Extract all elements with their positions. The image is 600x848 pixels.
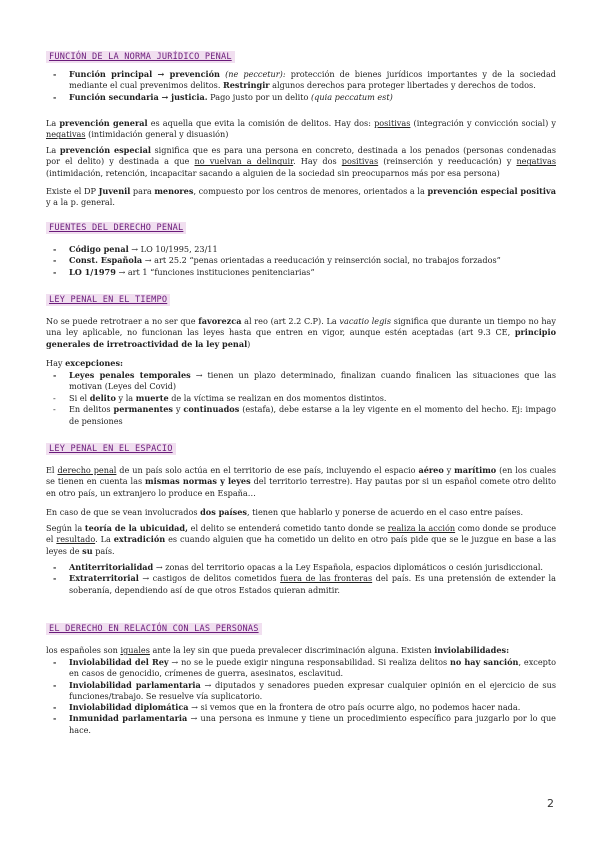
bullet-funcion-secundaria: - Función secundaria → justicia. Pago justo por un delito (quia peccatum est) bbox=[53, 91, 393, 102]
paragraph-ubicuidad: Según la teoría de la ubicuidad, el delito se entenderá cometido tanto donde se realiza la acción como donde se produce el resultado. La extradición es cuando alguien que ha cometido un delito en otro país pide que se le juzgue en base a las leyes de su país. bbox=[46, 523, 557, 556]
paragraph-prevencion-general: La prevención general es aquella que evita la comisión de delitos. Hay dos: positivas (integración y convicción social) y negativas (intimidación general y disuasión) bbox=[46, 118, 556, 140]
section-title-funcion: FUNCIÓN DE LA NORMA JURÍDICO PENAL bbox=[46, 51, 235, 63]
bullet-lo-1979: - LO 1/1979 → art 1 “funciones instituciones penitenciarias” bbox=[53, 266, 315, 277]
bullet-constitucion: - Const. Española → art 25.2 “penas orientadas a reeducación y reinserción social, no trabajos forzados” bbox=[53, 255, 501, 266]
bullets-funcion bbox=[46, 69, 556, 103]
bullet-funcion-principal: - Función principal → prevención (ne peccetur): protección de bienes jurídicos importantes y de la sociedad mediante el cual prevenimos delitos. Restringir algunos derechos para proteger libertades y derechos de todos. bbox=[53, 69, 556, 91]
bullet-inviolabilidad-diplomatica: - Inviolabilidad diplomática → si vemos que en la frontera de otro país ocurre algo, no podemos hacer nada. bbox=[53, 702, 521, 713]
section-title-personas: EL DERECHO EN RELACIÓN CON LAS PERSONAS bbox=[46, 623, 262, 635]
bullet-inmunidad-parlamentaria: - Inmunidad parlamentaria → una persona es inmune y tiene un procedimiento específico para juzgarlo por lo que hace. bbox=[53, 713, 556, 735]
section-title-espacio: LEY PENAL EN EL ESPACIO bbox=[46, 443, 176, 455]
bullet-codigo-penal: - Código penal → LO 10/1995, 23/11 bbox=[53, 244, 218, 254]
bullets-fuentes bbox=[46, 244, 556, 278]
bullets-espacio bbox=[46, 562, 556, 596]
paragraph-excepciones: Hay excepciones: bbox=[46, 358, 124, 368]
paragraph-territorio: El derecho penal de un país solo actúa en el territorio de ese país, incluyendo el espacio aéreo y marítimo (en los cuales se tienen en cuenta las mismas normas y leyes del territorio terrestre). Hay pautas por si un español comete otro delito en otro país, un extranjero lo produce en España… bbox=[46, 465, 556, 498]
bullets-excepciones-2 bbox=[46, 393, 556, 427]
bullet-delitos-permanentes: - En delitos permanentes y continuados (estafa), debe estarse a la ley vigente en el momento del hecho. Ej: impago de pensiones bbox=[53, 404, 556, 426]
section-title-tiempo: LEY PENAL EN EL TIEMPO bbox=[46, 294, 170, 306]
bullet-antiterritorialidad: - Antiterritorialidad → zonas del territorio opacas a la Ley Española, espacios diplomáticos o cesión jurisdiccional. bbox=[53, 562, 544, 572]
paragraph-retroactividad: No se puede retrotraer a no ser que favorezca al reo (art 2.2 C.P). La vacatio legis significa que durante un tiempo no hay una ley aplicable, no funcionan las leyes hasta que entren en vigor, aunque estén aceptadas (art 9.3 CE, principio generales de irretroactividad de la ley penal) bbox=[46, 316, 556, 349]
bullet-extraterritorial: - Extraterritorial → castigos de delitos cometidos fuera de las fronteras del país. Es una pretensión de extender la soberanía, dependiendo así de que otros Estados quieran admitir. bbox=[53, 573, 556, 595]
bullet-inviolabilidad-parlamentaria: - Inviolabilidad parlamentaria → diputados y senadores pueden expresar cualquier opinión en el ejercicio de sus funciones/trabajo. Se resuelve vía suplicatorio. bbox=[53, 679, 556, 701]
page-number: 2 bbox=[547, 797, 554, 810]
bullets-excepciones bbox=[46, 370, 556, 393]
paragraph-dp-juvenil: Existe el DP Juvenil para menores, compuesto por los centros de menores, orientados a la prevención especial positiva y a la p. general. bbox=[46, 186, 557, 208]
section-title-fuentes: FUENTES DEL DERECHO PENAL bbox=[46, 222, 186, 234]
paragraph-iguales: los españoles son iguales ante la ley sin que pueda prevalecer discriminación alguna. Existen inviolabilidades: bbox=[46, 645, 510, 655]
bullet-inviolabilidad-rey: - Inviolabilidad del Rey → no se le puede exigir ninguna responsabilidad. Si realiza delitos no hay sanción, excepto en casos de genocidio, crímenes de guerra, asesinatos, esclavitud. bbox=[53, 657, 556, 679]
bullets-inviolabilidades bbox=[46, 657, 556, 736]
paragraph-prevencion-especial: La prevención especial significa que es para una persona en concreto, destinada a los penados (personas condenadas por el delito) y destinada a que no vuelvan a delinquir. Hay dos positivas (reinserción y reeducación) y negativas (intimidación, retención, incapacitar sacando a alguien de la sociedad sin preocuparnos más por esa persona) bbox=[46, 145, 556, 178]
bullet-delito-muerte: - Si el delito y la muerte de la víctima se realizan en dos momentos distintos. bbox=[53, 393, 387, 403]
bullet-leyes-temporales: - Leyes penales temporales → tienen un plazo determinado, finalizan cuando finalicen las situaciones que las motivan (Leyes del Covid) bbox=[53, 370, 557, 392]
paragraph-dos-paises: En caso de que se vean involucrados dos países, tienen que hablarlo y ponerse de acuerdo en el caso entre países. bbox=[46, 507, 524, 517]
